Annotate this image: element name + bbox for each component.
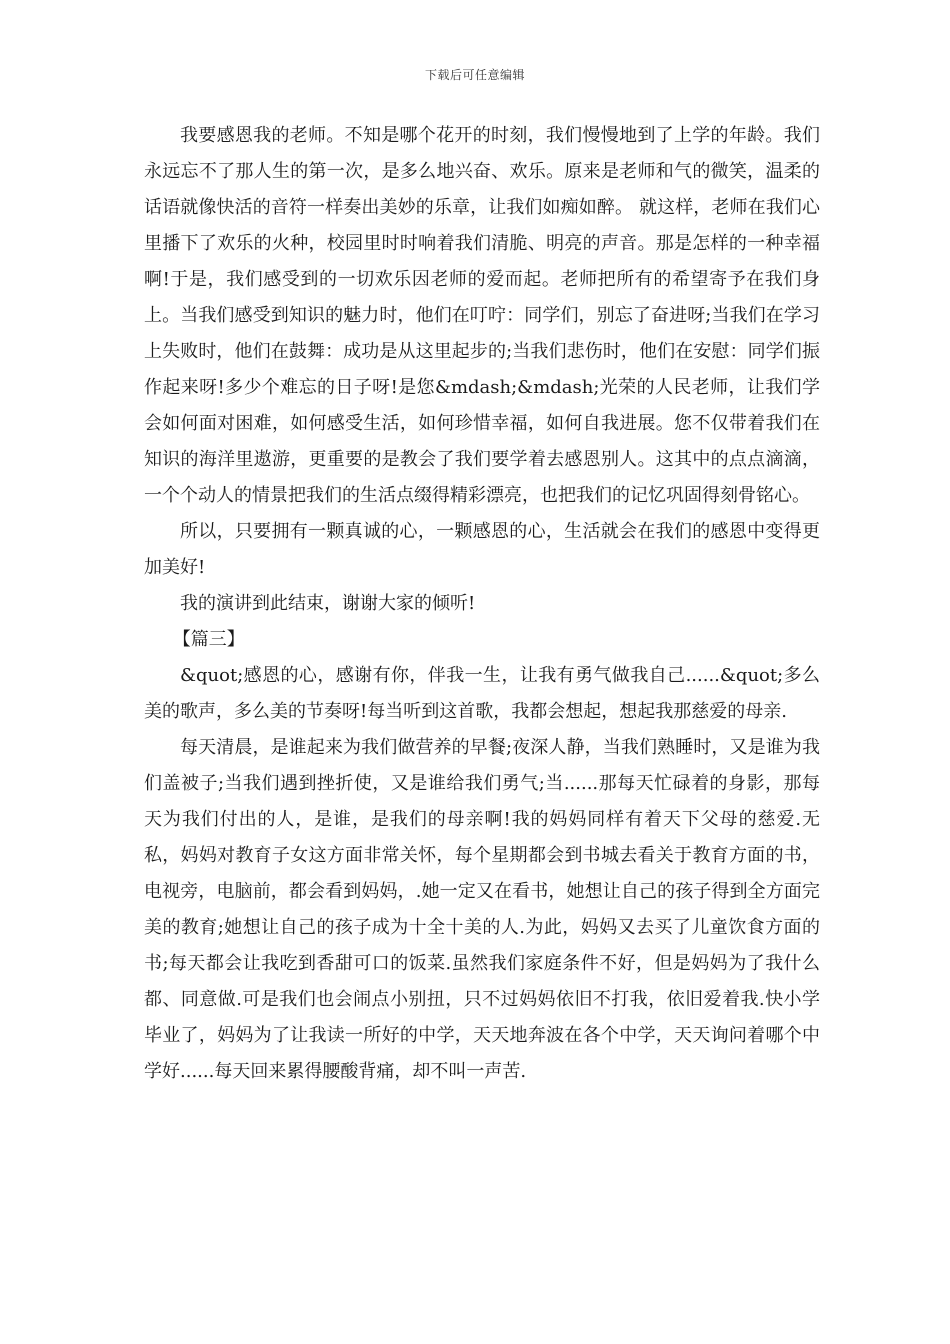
paragraph-closing: 我的演讲到此结束，谢谢大家的倾听! <box>180 593 476 614</box>
paragraph-mother: 每天清晨，是谁起来为我们做营养的早餐;夜深人静，当我们熟睡时，又是谁为我们盖被子;当我们遇到挫折使，又是谁给我们勇气;当......那每天忙碌着的身影，那每天为我们付出的人，是谁，是我们的母亲啊!我的妈妈同样有着天下父母的慈爱.无私，妈妈对教育子女这方面非常关怀，每个星期都会到书城去看关于教育方面的书，电视旁，电脑前，都会看到妈妈，.她一定又在看书，她想让自己的孩子得到全方面完美的教育;她想让自己的孩子成为十全十美的人.为此，妈妈又去买了儿童饮食方面的书;每天都会让我吃到香甜可口的饭菜.虽然我们家庭条件不好，但是妈妈为了我什么都、同意做.可是我们也会闹点小别扭，只不过妈妈依旧不打我，依旧爱着我.快小学毕业了，妈妈为了让我读一所好的中学，天天地奔波在各个中学，天天询问着哪个中学好......每天回来累得腰酸背痛，却不叫一声苦. <box>144 737 820 1082</box>
section-heading: 【篇三】 <box>172 629 245 650</box>
paragraph-grateful-heart: 所以，只要拥有一颗真诚的心，一颗感恩的心，生活就会在我们的感恩中变得更加美好! <box>144 521 820 578</box>
paragraph-song: &quot;感恩的心，感谢有你，伴我一生，让我有勇气做我自己......&quot;多么美的歌声，多么美的节奏呀!每当听到这首歌，我都会想起，想起我那慈爱的母亲. <box>144 665 820 722</box>
document-body <box>144 118 820 1090</box>
paragraph-teacher: 我要感恩我的老师。不知是哪个花开的时刻，我们慢慢地到了上学的年龄。我们永远忘不了那人生的第一次，是多么地兴奋、欢乐。原来是老师和气的微笑，温柔的话语就像快活的音符一样奏出美妙的乐章，让我们如痴如醉。 就这样，老师在我们心里播下了欢乐的火种，校园里时时响着我们清脆、明亮的声音。那是怎样的一种幸福啊!于是，我们感受到的一切欢乐因老师的爱而起。老师把所有的希望寄予在我们身上。当我们感受到知识的魅力时，他们在叮咛：同学们，别忘了奋进呀;当我们在学习上失败时，他们在鼓舞：成功是从这里起步的;当我们悲伤时，他们在安慰：同学们振作起来呀!多少个难忘的日子呀!是您&mdash;&mdash;光荣的人民老师，让我们学会如何面对困难，如何感受生活，如何珍惜幸福，如何自我进展。您不仅带着我们在知识的海洋里遨游，更重要的是教会了我们要学着去感恩别人。这其中的点点滴滴，一个个动人的情景把我们的生活点缀得精彩漂亮，也把我们的记忆巩固得刻骨铭心。 <box>144 125 820 506</box>
page-header: 下载后可任意编辑 <box>424 68 525 82</box>
